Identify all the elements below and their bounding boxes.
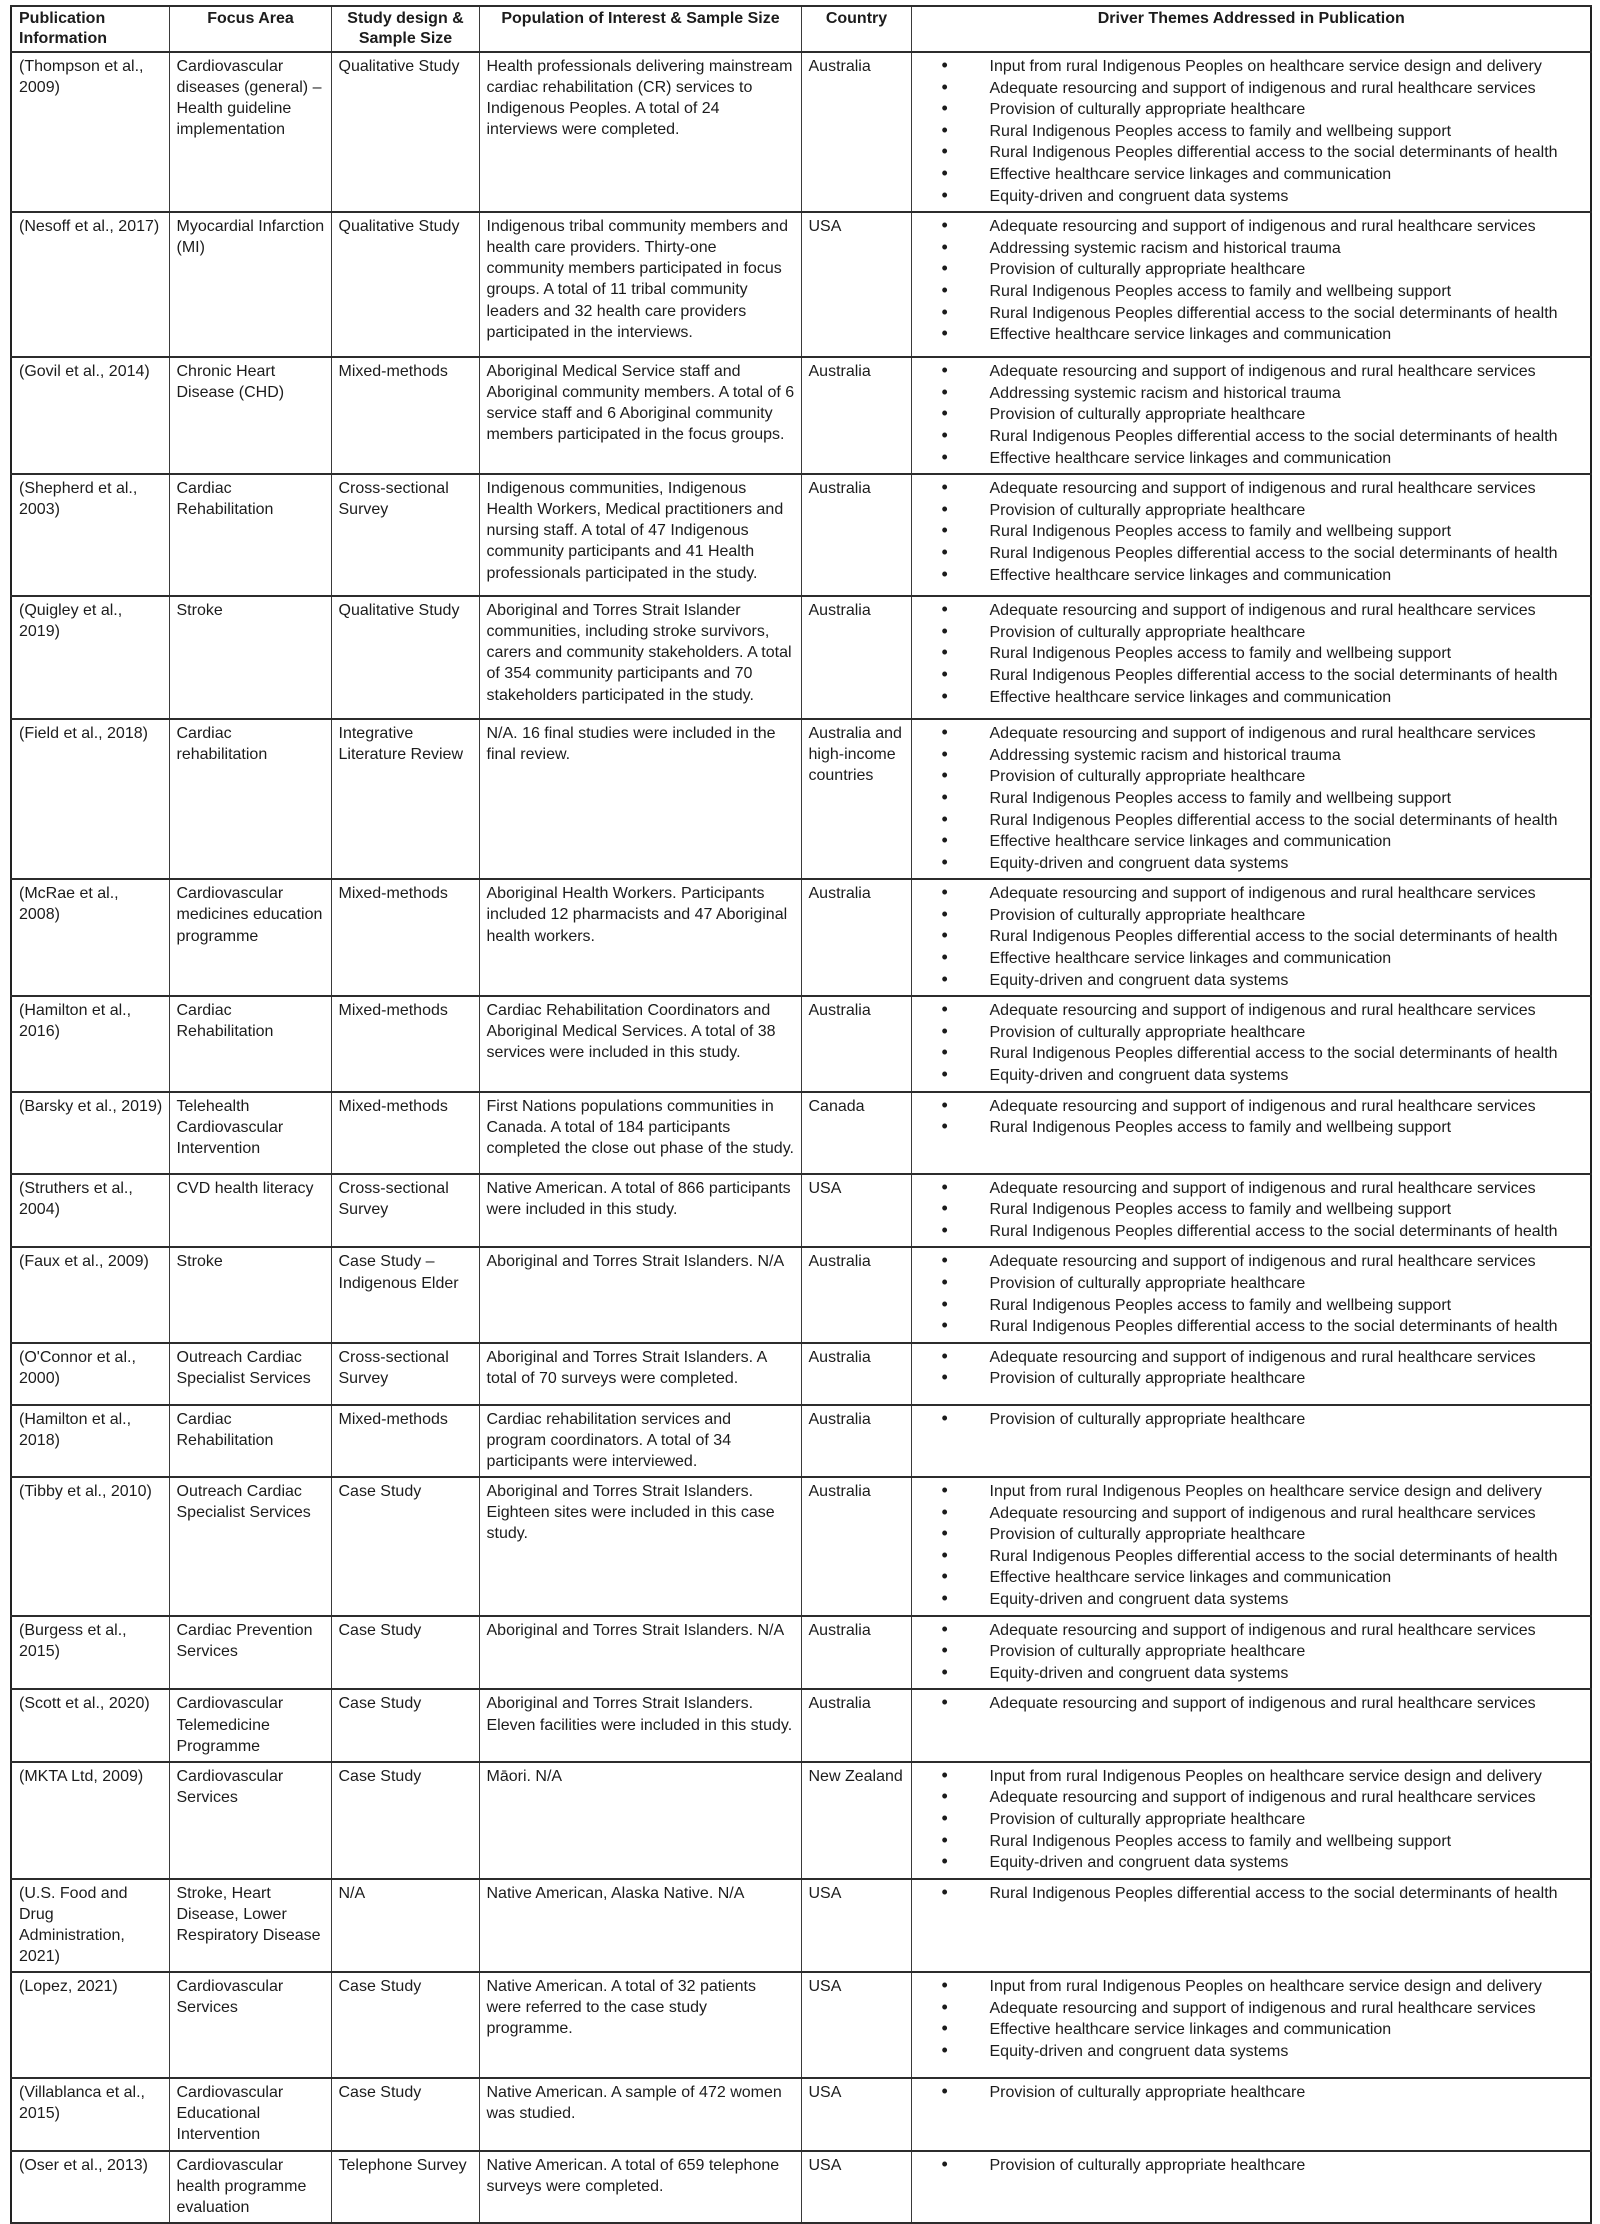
theme-item: • Effective healthcare service linkages and communication	[912, 687, 1589, 709]
cell-population: Aboriginal and Torres Strait Islanders. N/A	[479, 1616, 801, 1690]
cell-population: Native American. A total of 866 participants were included in this study.	[479, 1174, 801, 1248]
theme-item: • Rural Indigenous Peoples differential access to the social determinants of health	[912, 1043, 1589, 1065]
cell-focus-area: Stroke	[169, 596, 331, 719]
table-row	[11, 596, 1591, 719]
cell-publication: (Struthers et al., 2004)	[11, 1174, 169, 1248]
theme-item: • Adequate resourcing and support of indigenous and rural healthcare services	[912, 1787, 1589, 1809]
theme-item: • Provision of culturally appropriate healthcare	[912, 2082, 1589, 2104]
theme-item: • Adequate resourcing and support of indigenous and rural healthcare services	[912, 1347, 1589, 1369]
cell-country: USA	[801, 212, 911, 357]
cell-focus-area: Cardiac Rehabilitation	[169, 1405, 331, 1477]
table-row	[11, 1343, 1591, 1405]
table-row	[11, 52, 1591, 212]
cell-focus-area: Cardiovascular diseases (general) – Health guideline implementation	[169, 52, 331, 212]
cell-themes	[911, 1879, 1591, 1972]
theme-item: • Input from rural Indigenous Peoples on healthcare service design and delivery	[912, 56, 1589, 78]
table-row	[11, 1689, 1591, 1761]
cell-country: Canada	[801, 1092, 911, 1174]
cell-publication: (Oser et al., 2013)	[11, 2151, 169, 2223]
theme-item: • Equity-driven and congruent data systems	[912, 1589, 1589, 1611]
cell-focus-area: Telehealth Cardiovascular Intervention	[169, 1092, 331, 1174]
themes-list	[912, 723, 1589, 874]
cell-population: Indigenous communities, Indigenous Health Workers, Medical practitioners and nursing staff. A total of 47 Indigenous community participants and 41 Health professionals participated in the study.	[479, 474, 801, 596]
themes-list	[912, 2082, 1589, 2104]
cell-publication: (Tibby et al., 2010)	[11, 1477, 169, 1616]
theme-item: • Provision of culturally appropriate healthcare	[912, 1273, 1589, 1295]
cell-population: Aboriginal and Torres Strait Islander communities, including stroke survivors, carers and community stakeholders. A total of 354 community participants and 70 stakeholders participated in the study.	[479, 596, 801, 719]
cell-publication: (Hamilton et al., 2018)	[11, 1405, 169, 1477]
themes-list	[912, 1096, 1589, 1139]
cell-focus-area: Cardiovascular Services	[169, 1972, 331, 2078]
cell-country: Australia and high-income countries	[801, 719, 911, 879]
theme-item: • Adequate resourcing and support of indigenous and rural healthcare services	[912, 1503, 1589, 1525]
table-row	[11, 1247, 1591, 1342]
cell-population: Cardiac rehabilitation services and program coordinators. A total of 34 participants were interviewed.	[479, 1405, 801, 1477]
cell-publication: (Quigley et al., 2019)	[11, 596, 169, 719]
cell-population: Native American. A sample of 472 women was studied.	[479, 2078, 801, 2150]
cell-study-design: Qualitative Study	[331, 212, 479, 357]
cell-publication: (Hamilton et al., 2016)	[11, 996, 169, 1091]
theme-item: • Provision of culturally appropriate healthcare	[912, 1524, 1589, 1546]
cell-population: Aboriginal Health Workers. Participants included 12 pharmacists and 47 Aboriginal health workers.	[479, 879, 801, 996]
cell-publication: (O'Connor et al., 2000)	[11, 1343, 169, 1405]
cell-focus-area: Cardiovascular Services	[169, 1762, 331, 1879]
theme-item: • Addressing systemic racism and historical trauma	[912, 745, 1589, 767]
cell-focus-area: Chronic Heart Disease (CHD)	[169, 357, 331, 474]
cell-focus-area: Cardiac rehabilitation	[169, 719, 331, 879]
cell-themes	[911, 1247, 1591, 1342]
cell-country: Australia	[801, 996, 911, 1091]
cell-publication: (Burgess et al., 2015)	[11, 1616, 169, 1690]
cell-country: Australia	[801, 1405, 911, 1477]
cell-focus-area: Outreach Cardiac Specialist Services	[169, 1343, 331, 1405]
cell-themes	[911, 474, 1591, 596]
cell-population: Native American. A total of 659 telephone surveys were completed.	[479, 2151, 801, 2223]
col-header-focus-area: Focus Area	[169, 6, 331, 52]
theme-item: • Rural Indigenous Peoples access to family and wellbeing support	[912, 643, 1589, 665]
table-body	[11, 52, 1591, 2223]
cell-focus-area: Outreach Cardiac Specialist Services	[169, 1477, 331, 1616]
cell-themes	[911, 596, 1591, 719]
cell-publication: (Thompson et al., 2009)	[11, 52, 169, 212]
col-header-population: Population of Interest & Sample Size	[479, 6, 801, 52]
theme-item: • Rural Indigenous Peoples differential access to the social determinants of health	[912, 303, 1589, 325]
cell-publication: (Govil et al., 2014)	[11, 357, 169, 474]
theme-item: • Adequate resourcing and support of indigenous and rural healthcare services	[912, 883, 1589, 905]
theme-item: • Rural Indigenous Peoples differential access to the social determinants of health	[912, 543, 1589, 565]
theme-item: • Provision of culturally appropriate healthcare	[912, 905, 1589, 927]
themes-list	[912, 1766, 1589, 1874]
theme-item: • Effective healthcare service linkages and communication	[912, 2019, 1589, 2041]
theme-item: • Equity-driven and congruent data systems	[912, 853, 1589, 875]
cell-publication: (Barsky et al., 2019)	[11, 1092, 169, 1174]
theme-item: • Effective healthcare service linkages and communication	[912, 1567, 1589, 1589]
cell-population: Aboriginal Medical Service staff and Aboriginal community members. A total of 6 service staff and 6 Aboriginal community members participated in the focus groups.	[479, 357, 801, 474]
theme-item: • Rural Indigenous Peoples differential access to the social determinants of health	[912, 1316, 1589, 1338]
theme-item: • Addressing systemic racism and historical trauma	[912, 383, 1589, 405]
table-row	[11, 2078, 1591, 2150]
cell-focus-area: Cardiac Prevention Services	[169, 1616, 331, 1690]
themes-list	[912, 361, 1589, 469]
theme-item: • Rural Indigenous Peoples access to family and wellbeing support	[912, 788, 1589, 810]
table-row	[11, 879, 1591, 996]
cell-country: Australia	[801, 474, 911, 596]
theme-item: • Rural Indigenous Peoples differential access to the social determinants of health	[912, 810, 1589, 832]
theme-item: • Provision of culturally appropriate healthcare	[912, 1368, 1589, 1390]
cell-population: Aboriginal and Torres Strait Islanders. Eleven facilities were included in this study.	[479, 1689, 801, 1761]
themes-list	[912, 478, 1589, 586]
table-row	[11, 1616, 1591, 1690]
cell-population: Aboriginal and Torres Strait Islanders. A total of 70 surveys were completed.	[479, 1343, 801, 1405]
col-header-driver-themes: Driver Themes Addressed in Publication	[911, 6, 1591, 52]
cell-themes	[911, 1343, 1591, 1405]
cell-study-design: Case Study	[331, 1477, 479, 1616]
cell-focus-area: Myocardial Infarction (MI)	[169, 212, 331, 357]
table-row	[11, 1174, 1591, 1248]
theme-item: • Rural Indigenous Peoples differential access to the social determinants of health	[912, 665, 1589, 687]
cell-publication: (U.S. Food and Drug Administration, 2021)	[11, 1879, 169, 1972]
cell-population: Cardiac Rehabilitation Coordinators and Aboriginal Medical Services. A total of 38 services were included in this study.	[479, 996, 801, 1091]
theme-item: • Provision of culturally appropriate healthcare	[912, 1409, 1589, 1431]
themes-list	[912, 600, 1589, 708]
cell-study-design: Mixed-methods	[331, 357, 479, 474]
theme-item: • Adequate resourcing and support of indigenous and rural healthcare services	[912, 1620, 1589, 1642]
theme-item: • Adequate resourcing and support of indigenous and rural healthcare services	[912, 216, 1589, 238]
theme-item: • Provision of culturally appropriate healthcare	[912, 259, 1589, 281]
cell-study-design: Telephone Survey	[331, 2151, 479, 2223]
theme-item: • Rural Indigenous Peoples differential access to the social determinants of health	[912, 1546, 1589, 1568]
theme-item: • Adequate resourcing and support of indigenous and rural healthcare services	[912, 600, 1589, 622]
theme-item: • Adequate resourcing and support of indigenous and rural healthcare services	[912, 723, 1589, 745]
cell-study-design: N/A	[331, 1879, 479, 1972]
cell-country: Australia	[801, 1247, 911, 1342]
themes-list	[912, 1000, 1589, 1086]
cell-focus-area: Cardiovascular Telemedicine Programme	[169, 1689, 331, 1761]
cell-population: Health professionals delivering mainstream cardiac rehabilitation (CR) services to Indigenous Peoples. A total of 24 interviews were completed.	[479, 52, 801, 212]
themes-list	[912, 1251, 1589, 1337]
theme-item: • Equity-driven and congruent data systems	[912, 2041, 1589, 2063]
theme-item: • Rural Indigenous Peoples access to family and wellbeing support	[912, 1199, 1589, 1221]
table-row	[11, 1477, 1591, 1616]
cell-publication: (Lopez, 2021)	[11, 1972, 169, 2078]
cell-country: USA	[801, 1972, 911, 2078]
publications-table	[10, 5, 1592, 2224]
theme-item: • Rural Indigenous Peoples access to family and wellbeing support	[912, 281, 1589, 303]
theme-item: • Effective healthcare service linkages and communication	[912, 448, 1589, 470]
theme-item: • Provision of culturally appropriate healthcare	[912, 622, 1589, 644]
theme-item: • Provision of culturally appropriate healthcare	[912, 2155, 1589, 2177]
cell-publication: (Scott et al., 2020)	[11, 1689, 169, 1761]
cell-themes	[911, 1616, 1591, 1690]
cell-population: Aboriginal and Torres Strait Islanders. Eighteen sites were included in this case study.	[479, 1477, 801, 1616]
cell-focus-area: Stroke, Heart Disease, Lower Respiratory Disease	[169, 1879, 331, 1972]
theme-item: • Equity-driven and congruent data systems	[912, 1852, 1589, 1874]
cell-country: USA	[801, 1879, 911, 1972]
cell-population: Native American, Alaska Native. N/A	[479, 1879, 801, 1972]
themes-list	[912, 1883, 1589, 1905]
cell-country: USA	[801, 2151, 911, 2223]
theme-item: • Rural Indigenous Peoples access to family and wellbeing support	[912, 121, 1589, 143]
table-row	[11, 357, 1591, 474]
cell-population: Aboriginal and Torres Strait Islanders. N/A	[479, 1247, 801, 1342]
cell-publication: (McRae et al., 2008)	[11, 879, 169, 996]
cell-focus-area: Stroke	[169, 1247, 331, 1342]
cell-country: Australia	[801, 1343, 911, 1405]
theme-item: • Effective healthcare service linkages and communication	[912, 565, 1589, 587]
cell-study-design: Cross-sectional Survey	[331, 1343, 479, 1405]
cell-study-design: Case Study – Indigenous Elder	[331, 1247, 479, 1342]
cell-publication: (Shepherd et al., 2003)	[11, 474, 169, 596]
cell-publication: (Villablanca et al., 2015)	[11, 2078, 169, 2150]
cell-study-design: Integrative Literature Review	[331, 719, 479, 879]
cell-themes	[911, 52, 1591, 212]
cell-study-design: Mixed-methods	[331, 1405, 479, 1477]
theme-item: • Provision of culturally appropriate healthcare	[912, 404, 1589, 426]
theme-item: • Equity-driven and congruent data systems	[912, 1065, 1589, 1087]
table-row	[11, 996, 1591, 1091]
cell-study-design: Mixed-methods	[331, 996, 479, 1091]
theme-item: • Adequate resourcing and support of indigenous and rural healthcare services	[912, 478, 1589, 500]
cell-study-design: Case Study	[331, 1972, 479, 2078]
theme-item: • Adequate resourcing and support of indigenous and rural healthcare services	[912, 361, 1589, 383]
cell-country: USA	[801, 2078, 911, 2150]
cell-themes	[911, 1972, 1591, 2078]
table-row	[11, 1092, 1591, 1174]
cell-population: N/A. 16 final studies were included in the final review.	[479, 719, 801, 879]
themes-list	[912, 1976, 1589, 2062]
theme-item: • Provision of culturally appropriate healthcare	[912, 1809, 1589, 1831]
cell-themes	[911, 357, 1591, 474]
theme-item: • Adequate resourcing and support of indigenous and rural healthcare services	[912, 1096, 1589, 1118]
cell-population: Indigenous tribal community members and health care providers. Thirty-one community members participated in focus groups. A total of 11 tribal community leaders and 32 health care providers participated in the interviews.	[479, 212, 801, 357]
cell-study-design: Mixed-methods	[331, 879, 479, 996]
theme-item: • Rural Indigenous Peoples differential access to the social determinants of health	[912, 926, 1589, 948]
theme-item: • Input from rural Indigenous Peoples on healthcare service design and delivery	[912, 1766, 1589, 1788]
theme-item: • Equity-driven and congruent data systems	[912, 186, 1589, 208]
cell-country: Australia	[801, 879, 911, 996]
cell-country: Australia	[801, 1616, 911, 1690]
theme-item: • Adequate resourcing and support of indigenous and rural healthcare services	[912, 1693, 1589, 1715]
cell-country: Australia	[801, 596, 911, 719]
table-row	[11, 1879, 1591, 1972]
theme-item: • Effective healthcare service linkages and communication	[912, 948, 1589, 970]
cell-study-design: Cross-sectional Survey	[331, 1174, 479, 1248]
cell-themes	[911, 1405, 1591, 1477]
theme-item: • Input from rural Indigenous Peoples on healthcare service design and delivery	[912, 1976, 1589, 1998]
theme-item: • Adequate resourcing and support of indigenous and rural healthcare services	[912, 78, 1589, 100]
cell-publication: (Field et al., 2018)	[11, 719, 169, 879]
cell-themes	[911, 2151, 1591, 2223]
theme-item: • Adequate resourcing and support of indigenous and rural healthcare services	[912, 1998, 1589, 2020]
theme-item: • Effective healthcare service linkages and communication	[912, 324, 1589, 346]
theme-item: • Provision of culturally appropriate healthcare	[912, 766, 1589, 788]
themes-list	[912, 1178, 1589, 1243]
themes-list	[912, 1347, 1589, 1390]
theme-item: • Rural Indigenous Peoples access to family and wellbeing support	[912, 1831, 1589, 1853]
cell-themes	[911, 2078, 1591, 2150]
table-row	[11, 2151, 1591, 2223]
theme-item: • Rural Indigenous Peoples access to family and wellbeing support	[912, 1117, 1589, 1139]
cell-themes	[911, 1762, 1591, 1879]
theme-item: • Input from rural Indigenous Peoples on healthcare service design and delivery	[912, 1481, 1589, 1503]
cell-themes	[911, 1174, 1591, 1248]
cell-study-design: Qualitative Study	[331, 52, 479, 212]
col-header-publication: Publication Information	[11, 6, 169, 52]
theme-item: • Provision of culturally appropriate healthcare	[912, 99, 1589, 121]
themes-list	[912, 1693, 1589, 1715]
themes-list	[912, 1481, 1589, 1611]
header-row	[11, 6, 1591, 52]
table-row	[11, 212, 1591, 357]
cell-country: USA	[801, 1174, 911, 1248]
cell-focus-area: Cardiovascular Educational Intervention	[169, 2078, 331, 2150]
theme-item: • Rural Indigenous Peoples differential access to the social determinants of health	[912, 1221, 1589, 1243]
cell-study-design: Mixed-methods	[331, 1092, 479, 1174]
cell-country: Australia	[801, 357, 911, 474]
cell-study-design: Case Study	[331, 1616, 479, 1690]
theme-item: • Rural Indigenous Peoples access to family and wellbeing support	[912, 1295, 1589, 1317]
cell-study-design: Cross-sectional Survey	[331, 474, 479, 596]
cell-study-design: Case Study	[331, 2078, 479, 2150]
themes-list	[912, 56, 1589, 207]
cell-themes	[911, 879, 1591, 996]
theme-item: • Rural Indigenous Peoples access to family and wellbeing support	[912, 521, 1589, 543]
cell-country: Australia	[801, 1477, 911, 1616]
cell-focus-area: Cardiac Rehabilitation	[169, 996, 331, 1091]
cell-study-design: Case Study	[331, 1762, 479, 1879]
cell-themes	[911, 1689, 1591, 1761]
cell-study-design: Case Study	[331, 1689, 479, 1761]
theme-item: • Addressing systemic racism and historical trauma	[912, 238, 1589, 260]
col-header-country: Country	[801, 6, 911, 52]
table-row	[11, 1762, 1591, 1879]
theme-item: • Rural Indigenous Peoples differential access to the social determinants of health	[912, 426, 1589, 448]
cell-population: First Nations populations communities in Canada. A total of 184 participants completed the close out phase of the study.	[479, 1092, 801, 1174]
themes-list	[912, 2155, 1589, 2177]
theme-item: • Effective healthcare service linkages and communication	[912, 164, 1589, 186]
theme-item: • Rural Indigenous Peoples differential access to the social determinants of health	[912, 1883, 1589, 1905]
themes-list	[912, 1620, 1589, 1685]
cell-population: Māori. N/A	[479, 1762, 801, 1879]
cell-themes	[911, 1092, 1591, 1174]
cell-themes	[911, 1477, 1591, 1616]
cell-focus-area: Cardiac Rehabilitation	[169, 474, 331, 596]
themes-list	[912, 216, 1589, 346]
theme-item: • Provision of culturally appropriate healthcare	[912, 500, 1589, 522]
theme-item: • Provision of culturally appropriate healthcare	[912, 1641, 1589, 1663]
cell-publication: (Nesoff et al., 2017)	[11, 212, 169, 357]
cell-themes	[911, 719, 1591, 879]
col-header-study-design: Study design & Sample Size	[331, 6, 479, 52]
cell-publication: (MKTA Ltd, 2009)	[11, 1762, 169, 1879]
cell-themes	[911, 996, 1591, 1091]
theme-item: • Equity-driven and congruent data systems	[912, 970, 1589, 992]
themes-list	[912, 1409, 1589, 1431]
theme-item: • Adequate resourcing and support of indigenous and rural healthcare services	[912, 1178, 1589, 1200]
cell-country: Australia	[801, 1689, 911, 1761]
cell-country: New Zealand	[801, 1762, 911, 1879]
cell-focus-area: Cardiovascular medicines education programme	[169, 879, 331, 996]
table-row	[11, 1405, 1591, 1477]
cell-study-design: Qualitative Study	[331, 596, 479, 719]
theme-item: • Equity-driven and congruent data systems	[912, 1663, 1589, 1685]
theme-item: • Rural Indigenous Peoples differential access to the social determinants of health	[912, 142, 1589, 164]
table-row	[11, 1972, 1591, 2078]
cell-publication: (Faux et al., 2009)	[11, 1247, 169, 1342]
cell-population: Native American. A total of 32 patients were referred to the case study programme.	[479, 1972, 801, 2078]
cell-focus-area: Cardiovascular health programme evaluation	[169, 2151, 331, 2223]
cell-focus-area: CVD health literacy	[169, 1174, 331, 1248]
table-row	[11, 474, 1591, 596]
table-row	[11, 719, 1591, 879]
cell-country: Australia	[801, 52, 911, 212]
themes-list	[912, 883, 1589, 991]
theme-item: • Provision of culturally appropriate healthcare	[912, 1022, 1589, 1044]
theme-item: • Adequate resourcing and support of indigenous and rural healthcare services	[912, 1251, 1589, 1273]
cell-themes	[911, 212, 1591, 357]
table-header	[11, 6, 1591, 52]
theme-item: • Adequate resourcing and support of indigenous and rural healthcare services	[912, 1000, 1589, 1022]
theme-item: • Effective healthcare service linkages and communication	[912, 831, 1589, 853]
